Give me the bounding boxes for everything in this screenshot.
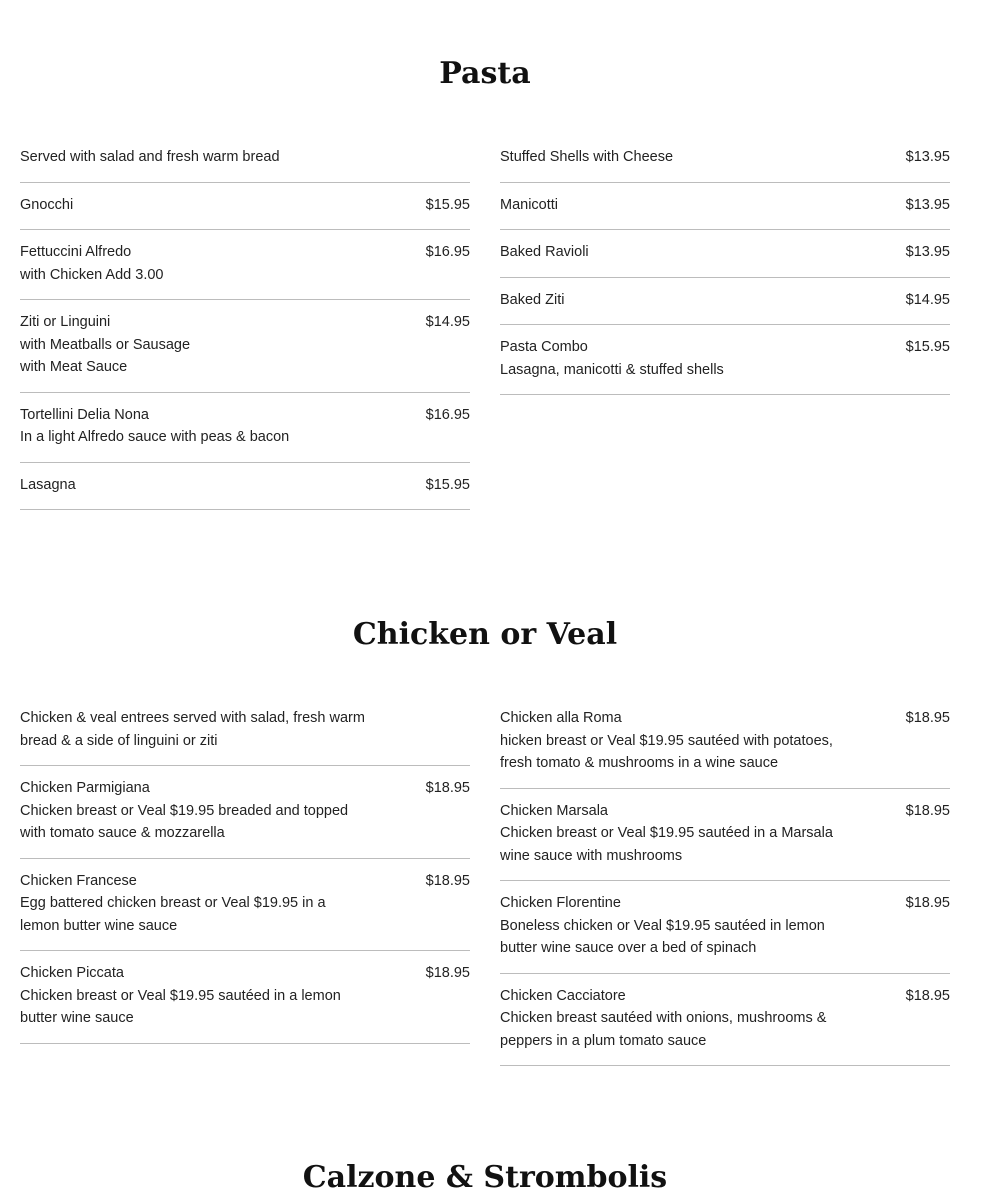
menu-item-text [500,707,833,775]
menu-item-text [20,311,190,379]
menu-item-price: $18.95 [425,965,470,981]
menu-item-description: with Meatballs or Sausage with Meat Sauce [20,336,191,375]
menu-item [20,144,470,183]
menu-item-name: Lasagna [20,476,76,493]
menu-item-name: Baked Ziti [500,291,565,308]
menu-item-name: Tortellini Delia Nona [20,406,149,423]
menu-item [20,705,470,766]
menu-item-description: Egg battered chicken breast or Veal $19.95 in a lemon butter wine sauce [20,895,326,934]
menu-item-name: Chicken Parmigiana [20,780,150,796]
menu-item-price: $13.95 [905,196,950,213]
menu-item [20,300,470,393]
menu-item-name: Chicken Piccata [20,965,124,981]
menu-item-price: $15.95 [905,339,950,355]
menu-item-price: $18.95 [905,895,950,911]
chicken-right-column [500,705,950,1066]
section-title-calzone-strombolis: Calzone & Strombolis [302,1160,668,1195]
menu-item-name: Chicken Cacciatore [500,987,626,1004]
menu-item-text [20,707,365,752]
menu-item-description: Chicken breast sautéed with onions, mushrooms & peppers in a plum tomato sauce [500,1010,827,1049]
menu-item-text [500,289,564,312]
menu-item-text [500,985,826,1053]
menu-item-price: $14.95 [905,291,950,308]
menu-item-price: $13.95 [905,244,950,260]
menu-item-price: $13.95 [905,149,950,165]
menu-item-price: $18.95 [425,780,470,796]
menu-item-text [20,404,289,449]
menu-item [500,881,950,974]
menu-item-name: Gnocchi [20,196,74,213]
menu-item [20,183,470,231]
menu-item-name: Fettuccini Alfredo [20,244,132,260]
pasta-right-column [500,144,950,395]
menu-item-price: $18.95 [905,802,950,819]
menu-item-price: $15.95 [425,476,470,493]
menu-item-description: Chicken breast or Veal $19.95 sautéed in a Marsala wine sauce with mushrooms [500,825,833,864]
menu-item [20,859,470,952]
menu-item-text [500,892,825,960]
menu-item-price: $16.95 [425,406,470,423]
menu-item-name: Pasta Combo [500,339,588,355]
pasta-left-column [20,144,470,510]
menu-item [500,278,950,326]
section-title-pasta: Pasta [439,56,531,91]
menu-item [500,144,950,183]
menu-item-price: $15.95 [425,196,470,213]
menu-item-name: Chicken & veal entrees served with salad, fresh warm bread & a side of linguini or ziti [20,710,365,749]
menu-item-name: Chicken Marsala [500,802,608,819]
menu-item [20,766,470,859]
menu-item-description: In a light Alfredo sauce with peas & bacon [20,429,290,445]
menu-item-name: Chicken Florentine [500,895,621,911]
menu-item-name: Chicken alla Roma [500,710,622,726]
menu-item-description: Chicken breast or Veal $19.95 breaded and topped with tomato sauce & mozzarella [20,802,349,841]
menu-item-description: Chicken breast or Veal $19.95 sautéed in a lemon butter wine sauce [20,987,341,1026]
menu-item-description: Lasagna, manicotti & stuffed shells [500,361,724,378]
menu-item [20,463,470,511]
menu-item-text [20,194,73,217]
menu-item [500,789,950,882]
menu-item [500,705,950,789]
menu-item-description: with Chicken Add 3.00 [20,266,164,283]
menu-item [20,230,470,300]
menu-item-description: hicken breast or Veal $19.95 sautéed with potatoes, fresh tomato & mushrooms in a wine sauce [500,732,833,771]
menu-item-name: Stuffed Shells with Cheese [500,149,674,165]
menu-item-description: Boneless chicken or Veal $19.95 sautéed in lemon butter wine sauce over a bed of spinach [500,917,825,956]
menu-item-text [500,194,558,217]
menu-item-text [500,336,724,381]
menu-item-text [20,241,163,286]
menu-item-text [20,146,280,169]
menu-item-text [20,474,76,497]
menu-item-price: $14.95 [425,314,470,330]
menu-item [500,183,950,231]
menu-item-name: Chicken Francese [20,872,137,889]
chicken-left-column [20,705,470,1044]
menu-item-price: $18.95 [905,710,950,726]
menu-item [500,230,950,278]
menu-item-text [500,241,589,264]
menu-item-name: Ziti or Linguini [20,314,111,330]
menu-item-price: $18.95 [905,987,950,1004]
section-title-chicken-or-veal: Chicken or Veal [352,617,618,652]
menu-item-text [20,870,326,938]
menu-item-text [20,777,348,845]
menu-item-text [500,800,833,868]
menu-item-price: $18.95 [425,872,470,889]
menu-item-text [20,962,341,1030]
menu-item-name: Manicotti [500,196,559,213]
menu-item [500,325,950,395]
menu-item [20,951,470,1044]
menu-item-text [500,146,673,169]
menu-item [500,974,950,1067]
menu-item-name: Served with salad and fresh warm bread [20,149,280,165]
menu-item [20,393,470,463]
menu-item-name: Baked Ravioli [500,244,589,260]
menu-item-price: $16.95 [425,244,470,260]
